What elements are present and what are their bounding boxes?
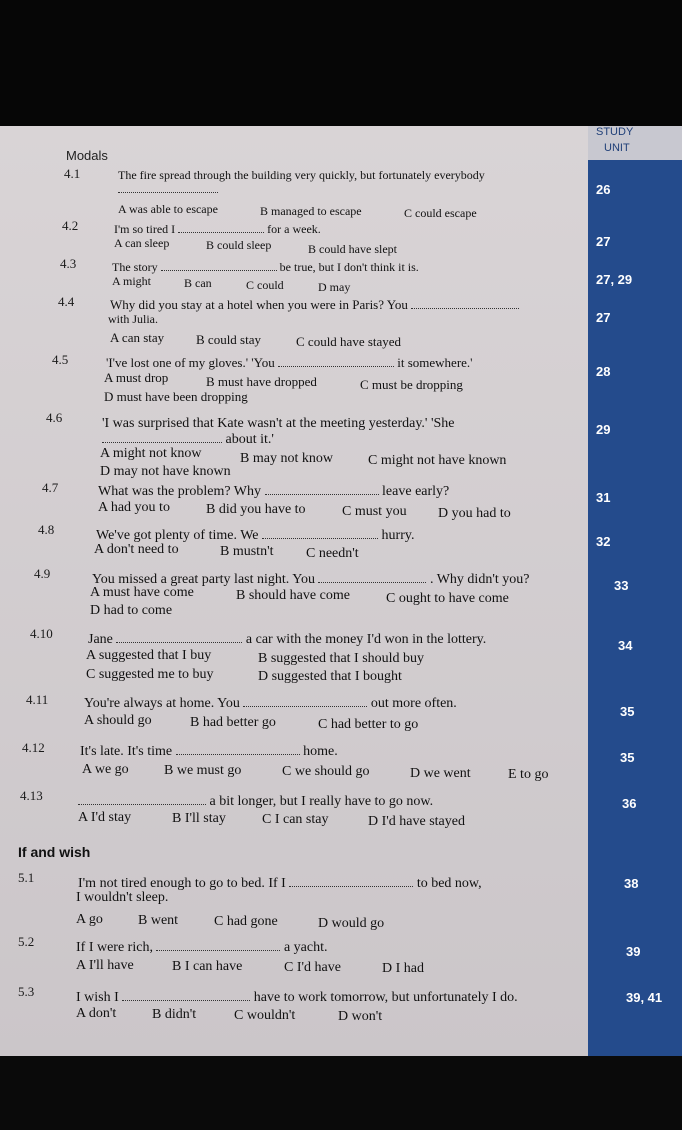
bottom-dark-area [0,1056,682,1130]
option[interactable]: A might [112,274,152,288]
question-number: 4.11 [26,692,49,707]
question-before: I wish I [76,990,119,1005]
question-after: about it.' [225,432,274,447]
option[interactable]: B may not know [240,451,333,466]
option[interactable]: B had better go [190,715,276,730]
answer-blank[interactable] [411,296,519,309]
question-after: a bit longer, but I really have to go now. [209,794,434,809]
question-after: out more often. [370,696,457,711]
question-after: it somewhere.' [397,355,473,370]
question-number: 4.3 [60,256,77,271]
option[interactable]: A should go [84,713,152,728]
option[interactable]: D would go [318,916,385,931]
option[interactable]: C had gone [214,914,278,929]
question-before: I'm not tired enough to go to bed. If I [78,876,286,891]
question-after: home. [303,744,338,759]
answer-blank[interactable] [318,570,426,583]
question-number: 4.1 [64,166,81,181]
unit-number: 32 [596,534,611,549]
option[interactable]: C I can stay [262,812,329,827]
unit-number: 27, 29 [596,272,633,287]
option[interactable]: C could have stayed [296,334,402,349]
answer-blank[interactable] [262,526,378,539]
option[interactable]: D I'd have stayed [368,814,465,829]
answer-blank[interactable] [161,258,277,271]
question-before: 'I was surprised that Kate wasn't at the meeting yesterday.' 'She [102,416,455,431]
option[interactable]: A might not know [100,446,202,461]
option[interactable]: C must you [342,504,407,519]
question-number: 4.10 [30,626,53,641]
question-text [98,482,449,500]
question-text [114,220,321,237]
answer-blank[interactable] [278,354,394,367]
unit-number: 39, 41 [626,990,663,1005]
section-title-if-and-wish: If and wish [18,844,91,860]
answer-blank[interactable] [178,220,264,233]
question-before: Jane [88,632,113,647]
answer-blank[interactable] [102,430,222,443]
option[interactable]: A can stay [110,330,165,345]
question-after: for a week. [267,222,321,236]
option[interactable]: B went [138,913,179,928]
option[interactable]: A must drop [104,370,169,385]
option[interactable]: E to go [508,767,549,782]
option[interactable]: A don't need to [94,542,179,557]
unit-number: 26 [596,182,611,197]
option[interactable]: C must be dropping [360,377,463,392]
option[interactable]: B I'll stay [172,811,226,826]
option[interactable]: C could [246,278,284,292]
option[interactable]: B we must go [164,763,242,778]
question-after: leave early? [382,484,450,499]
option[interactable]: A go [76,912,103,927]
option[interactable]: C I'd have [284,960,341,975]
unit-number: 27 [596,234,611,249]
question-before: Why did you stay at a hotel when you were in Paris? You [110,297,408,312]
question-text [88,630,486,648]
answer-blank[interactable] [289,874,413,887]
question-after: have to work tomorrow, but unfortunately I do. [253,990,518,1005]
question-text [110,296,519,313]
question-after: to bed now, [416,876,482,891]
option[interactable]: B should have come [236,588,350,603]
answer-blank[interactable] [122,988,250,1001]
question-before: We've got plenty of time. We [96,528,259,543]
option[interactable]: C needn't [306,546,359,561]
question-number: 4.7 [42,480,59,495]
question-text [76,988,518,1006]
unit-label: UNIT [604,142,630,154]
question-before: If I were rich, [76,940,153,955]
option[interactable]: C could escape [404,206,477,220]
question-number: 5.2 [18,934,35,949]
question-after: . Why didn't you? [429,572,530,587]
option[interactable]: C ought to have come [386,591,509,606]
option[interactable]: C wouldn't [234,1008,296,1023]
question-before: 'I've lost one of my gloves.' 'You [106,355,275,370]
question-before: It's late. It's time [80,744,173,759]
option[interactable]: A must have come [90,585,194,600]
question-after: I wouldn't sleep. [76,890,169,905]
option[interactable]: D won't [338,1009,383,1024]
question-text [80,742,338,760]
question-text: The fire spread through the building very quickly, but fortunately everybody [118,168,485,182]
option[interactable]: A don't [76,1006,117,1021]
answer-blank[interactable] [265,482,379,495]
option[interactable]: B did you have to [206,502,306,517]
option[interactable]: B must have dropped [206,374,317,389]
question-text [78,792,433,810]
unit-number: 29 [596,422,611,437]
unit-number: 35 [620,704,635,719]
question-number: 4.5 [52,352,69,367]
option[interactable]: D had to come [90,603,173,618]
question-text [76,938,327,956]
answer-blank[interactable] [243,694,367,707]
question-number: 4.8 [38,522,55,537]
option[interactable]: C suggested me to buy [86,667,214,682]
option[interactable]: B could have slept [308,242,397,256]
question-number: 4.2 [62,218,79,233]
question-number: 5.1 [18,870,35,885]
option[interactable]: D I had [382,961,424,976]
question-number: 4.13 [20,788,43,803]
option[interactable]: D we went [410,766,471,781]
unit-number: 39 [626,944,641,959]
option[interactable]: A I'd stay [78,810,132,825]
unit-number: 31 [596,490,611,505]
option[interactable]: C we should go [282,764,370,779]
question-before: What was the problem? Why [98,484,262,499]
option[interactable]: B managed to escape [260,204,362,218]
option[interactable]: A I'll have [76,958,134,973]
answer-blank[interactable] [118,180,218,193]
option[interactable]: A was able to escape [118,202,218,216]
unit-number: 34 [618,638,633,653]
question-text [106,354,473,371]
question-before: You missed a great party last night. You [92,572,315,587]
question-text [84,694,457,712]
answer-blank[interactable] [116,630,242,643]
question-after: a yacht. [283,940,328,955]
question-number: 4.9 [34,566,51,581]
question-after: with Julia. [108,312,158,326]
unit-number: 36 [622,796,637,811]
option[interactable]: A had you to [98,500,170,515]
option[interactable]: B mustn't [220,544,274,559]
option[interactable]: A can sleep [114,236,170,250]
question-before: The story [112,260,158,274]
question-number: 4.12 [22,740,45,755]
option[interactable]: B I can have [172,959,243,974]
textbook-page [0,126,682,1056]
unit-number: 28 [596,364,611,379]
option[interactable]: B didn't [152,1007,197,1022]
question-text [112,258,419,275]
question-before: You're always at home. You [84,696,240,711]
option[interactable]: D may [318,280,351,294]
question-number: 4.6 [46,410,63,425]
question-number: 5.3 [18,984,35,999]
unit-number: 38 [624,876,639,891]
question-after: a car with the money I'd won in the lottery. [245,632,487,647]
section-title-modals: Modals [66,148,108,163]
answer-blank[interactable] [156,938,280,951]
option[interactable]: D you had to [438,506,511,521]
option[interactable]: C had better to go [318,717,419,732]
answer-blank[interactable] [78,792,206,805]
option[interactable]: B suggested that I should buy [258,651,425,666]
option[interactable]: D suggested that I bought [258,669,402,684]
option[interactable]: B could sleep [206,238,272,252]
study-unit-sidebar [588,126,682,1056]
question-after: be true, but I don't think it is. [279,260,419,274]
unit-number: 35 [620,750,635,765]
unit-number: 27 [596,310,611,325]
unit-number: 33 [614,578,629,593]
option[interactable]: B could stay [196,332,261,347]
question-before: I'm so tired I [114,222,176,236]
option[interactable]: A suggested that I buy [86,648,212,663]
answer-blank [118,180,548,198]
question-after: hurry. [381,528,415,543]
answer-blank[interactable] [176,742,300,755]
option[interactable]: D may not have known [100,464,231,479]
option[interactable]: A we go [82,762,129,777]
option[interactable]: B can [184,276,212,290]
option[interactable]: D must have been dropping [104,389,248,404]
option[interactable]: C might not have known [368,453,507,468]
study-label: STUDY [596,126,634,138]
question-number: 4.4 [58,294,75,309]
